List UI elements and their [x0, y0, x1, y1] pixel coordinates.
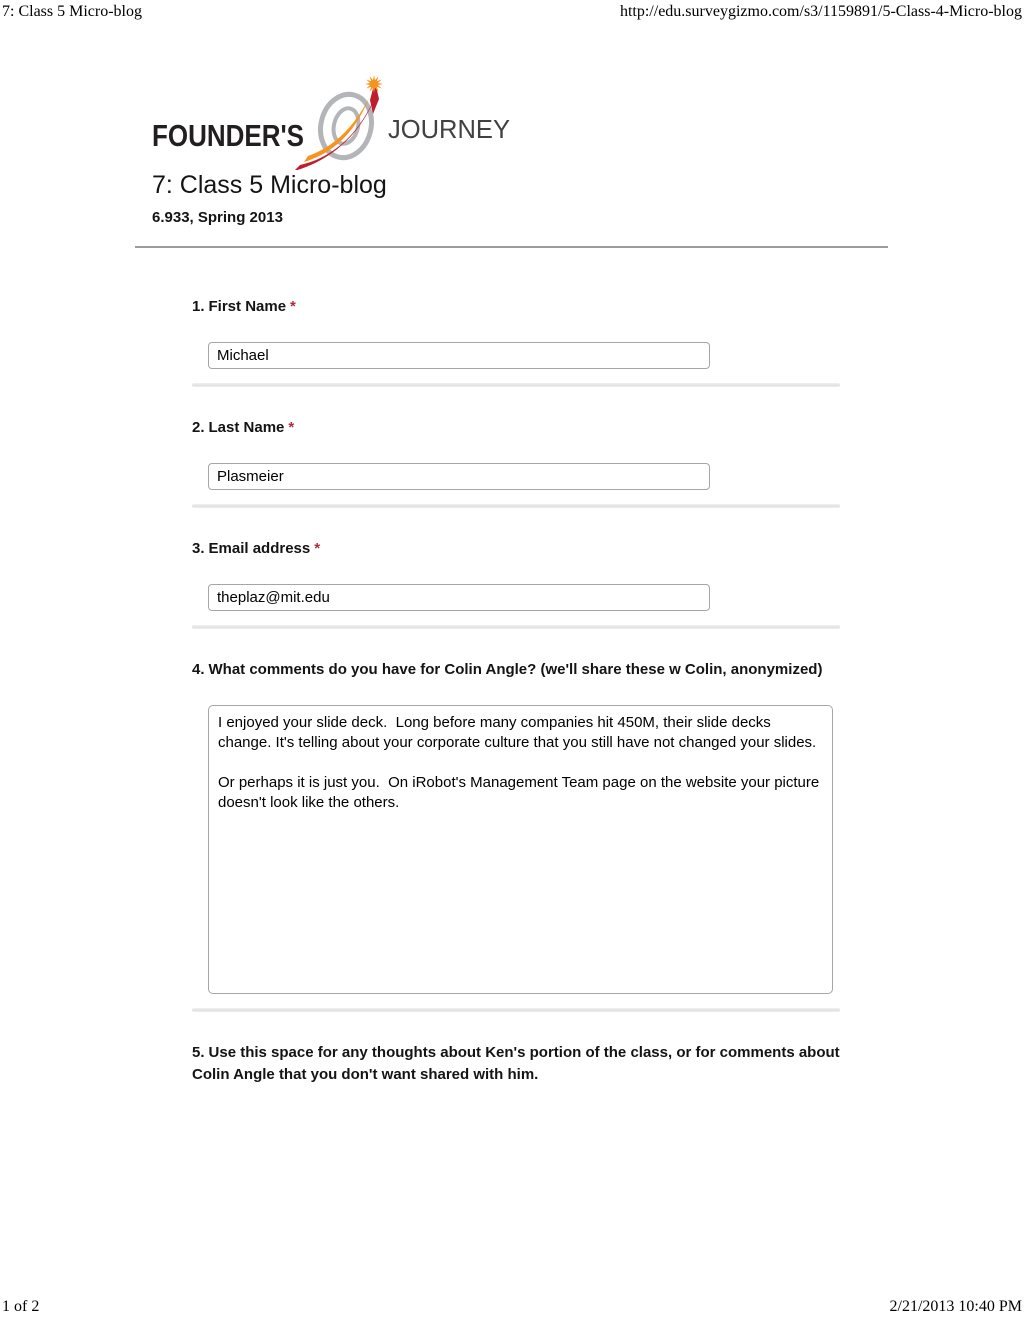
- required-asterisk: *: [290, 298, 296, 315]
- question-label: [192, 538, 840, 560]
- question-label: [192, 417, 840, 439]
- question-number: 2.: [192, 419, 205, 436]
- print-header-title: 7: Class 5 Micro-blog: [2, 3, 142, 20]
- question-block-3: [192, 538, 840, 629]
- question-text: First Name: [208, 298, 287, 315]
- logo-wordmark-journey: JOURNEY: [388, 114, 510, 144]
- print-header-url: http://edu.surveygizmo.com/s3/1159891/5-Class-4-Micro-blog: [619, 3, 1022, 20]
- question-number: 5.: [192, 1044, 205, 1061]
- question-divider: [192, 625, 840, 629]
- last-name-input[interactable]: [208, 463, 710, 490]
- question-text: What comments do you have for Colin Angle? (we'll share these w Colin, anonymized): [208, 661, 823, 678]
- founders-journey-logo: [148, 70, 520, 170]
- survey-form: [192, 296, 840, 1086]
- first-name-input[interactable]: [208, 342, 710, 369]
- question-text: Email address: [208, 540, 311, 557]
- question-block-1: [192, 296, 840, 387]
- header-rule: [135, 246, 888, 248]
- question-divider: [192, 383, 840, 387]
- question-text: Use this space for any thoughts about Ken's portion of the class, or for comments about Colin Angle that you don't want shared with him.: [192, 1044, 840, 1083]
- question-block-4: [192, 659, 840, 1012]
- question-number: 4.: [192, 661, 205, 678]
- print-footer: [2, 1298, 1022, 1316]
- email-address-input[interactable]: [208, 584, 710, 611]
- question-label: [192, 296, 840, 318]
- question-label: [192, 659, 840, 681]
- question-label: [192, 1042, 840, 1086]
- print-footer-page-count: 1 of 2: [2, 1298, 40, 1315]
- question-divider: [192, 1008, 840, 1012]
- question-text: Last Name: [208, 419, 285, 436]
- question-number: 3.: [192, 540, 205, 557]
- colin-comments-textarea[interactable]: [208, 705, 833, 994]
- question-divider: [192, 504, 840, 508]
- page-subtitle: 6.933, Spring 2013: [152, 209, 283, 226]
- question-block-2: [192, 417, 840, 508]
- page-title: 7: Class 5 Micro-blog: [152, 171, 387, 199]
- question-block-5: [192, 1042, 840, 1086]
- required-asterisk: *: [288, 419, 295, 436]
- logo-star-icon: [365, 75, 383, 93]
- required-asterisk: *: [314, 540, 321, 557]
- print-header: [2, 3, 1022, 21]
- print-footer-timestamp: 2/21/2013 10:40 PM: [889, 1298, 1022, 1315]
- question-number: 1.: [192, 298, 205, 315]
- logo-wordmark-founders: FOUNDER'S: [152, 118, 304, 153]
